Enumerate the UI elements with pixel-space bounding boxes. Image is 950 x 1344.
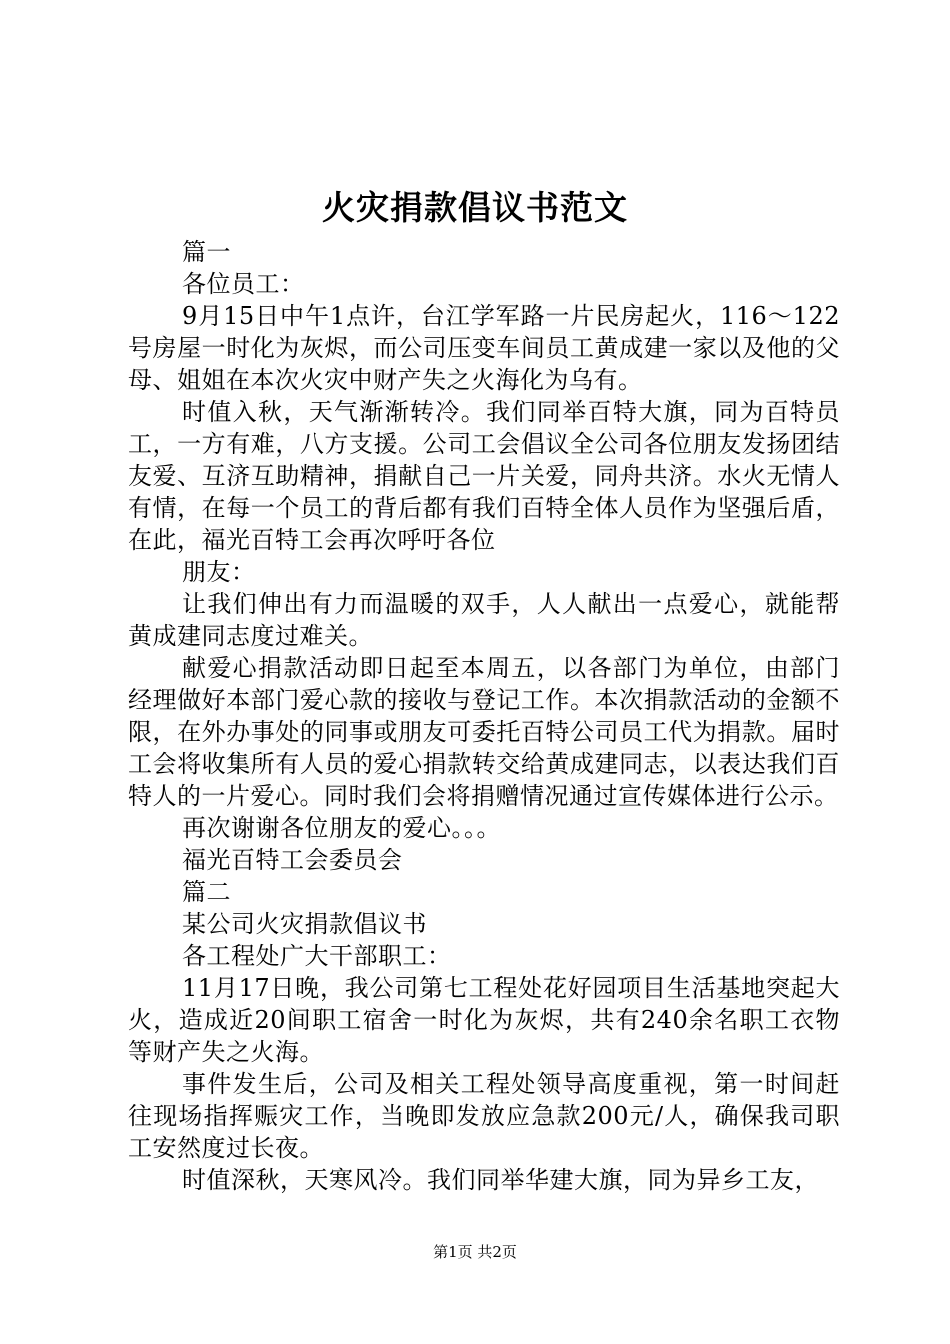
paragraph: 各工程处广大干部职工： — [182, 942, 452, 970]
paragraph: 献爱心捐款活动即日起至本周五，以各部门为单位，由部门经理做好本部门爱心款的接收与登记工作。本次捐款活动的金额不限，在外办事处的同事或朋友可委托百特公司员工代为捐款。届时工会将收集所有人员的爱心捐款转交给黄成建同志，以表达我们百特人的一片爱心。同时我们会将捐赠情况通过宣传媒体进行公示。 — [128, 654, 840, 810]
document-body — [128, 236, 840, 1196]
paragraph: 各位员工： — [182, 270, 305, 298]
page-footer: 第1页 共2页 — [433, 1243, 517, 1261]
paragraph: 事件发生后，公司及相关工程处领导高度重视，第一时间赶往现场指挥赈灾工作，当晚即发放应急款200元/人，确保我司职工安然度过长夜。 — [128, 1070, 840, 1162]
paragraph: 朋友： — [182, 558, 256, 586]
paragraph: 让我们伸出有力而温暖的双手，人人献出一点爱心，就能帮黄成建同志度过难关。 — [128, 590, 840, 650]
paragraph: 时值入秋，天气渐渐转冷。我们同举百特大旗，同为百特员工，一方有难，八方支援。公司工会倡议全公司各位朋友发扬团结友爱、互济互助精神，捐献自己一片关爱，同舟共济。水火无情人有情，在每一个员工的背后都有我们百特全体人员作为坚强后盾，在此，福光百特工会再次呼吁各位 — [128, 398, 840, 554]
paragraph: 时值深秋，天寒风冷。我们同举华建大旗，同为异乡工友， — [182, 1166, 819, 1194]
paragraph: 某公司火灾捐款倡议书 — [182, 910, 427, 938]
paragraph: 再次谢谢各位朋友的爱心。。。 — [182, 814, 501, 842]
paragraph: 11月17日晚，我公司第七工程处花好园项目生活基地突起大火，造成近20间职工宿舍一时化为灰烬，共有240余名职工衣物等财产失之火海。 — [128, 974, 840, 1066]
paragraph: 篇二 — [182, 878, 231, 906]
paragraph: 福光百特工会委员会 — [182, 846, 403, 874]
paragraph: 9月15日中午1点许，台江学军路一片民房起火，116～122号房屋一时化为灰烬，而公司压变车间员工黄成建一家以及他的父母、姐姐在本次火灾中财产失之火海化为乌有。 — [128, 302, 840, 394]
document-title: 火灾捐款倡议书范文 — [322, 188, 628, 227]
paragraph: 篇一 — [182, 238, 231, 266]
